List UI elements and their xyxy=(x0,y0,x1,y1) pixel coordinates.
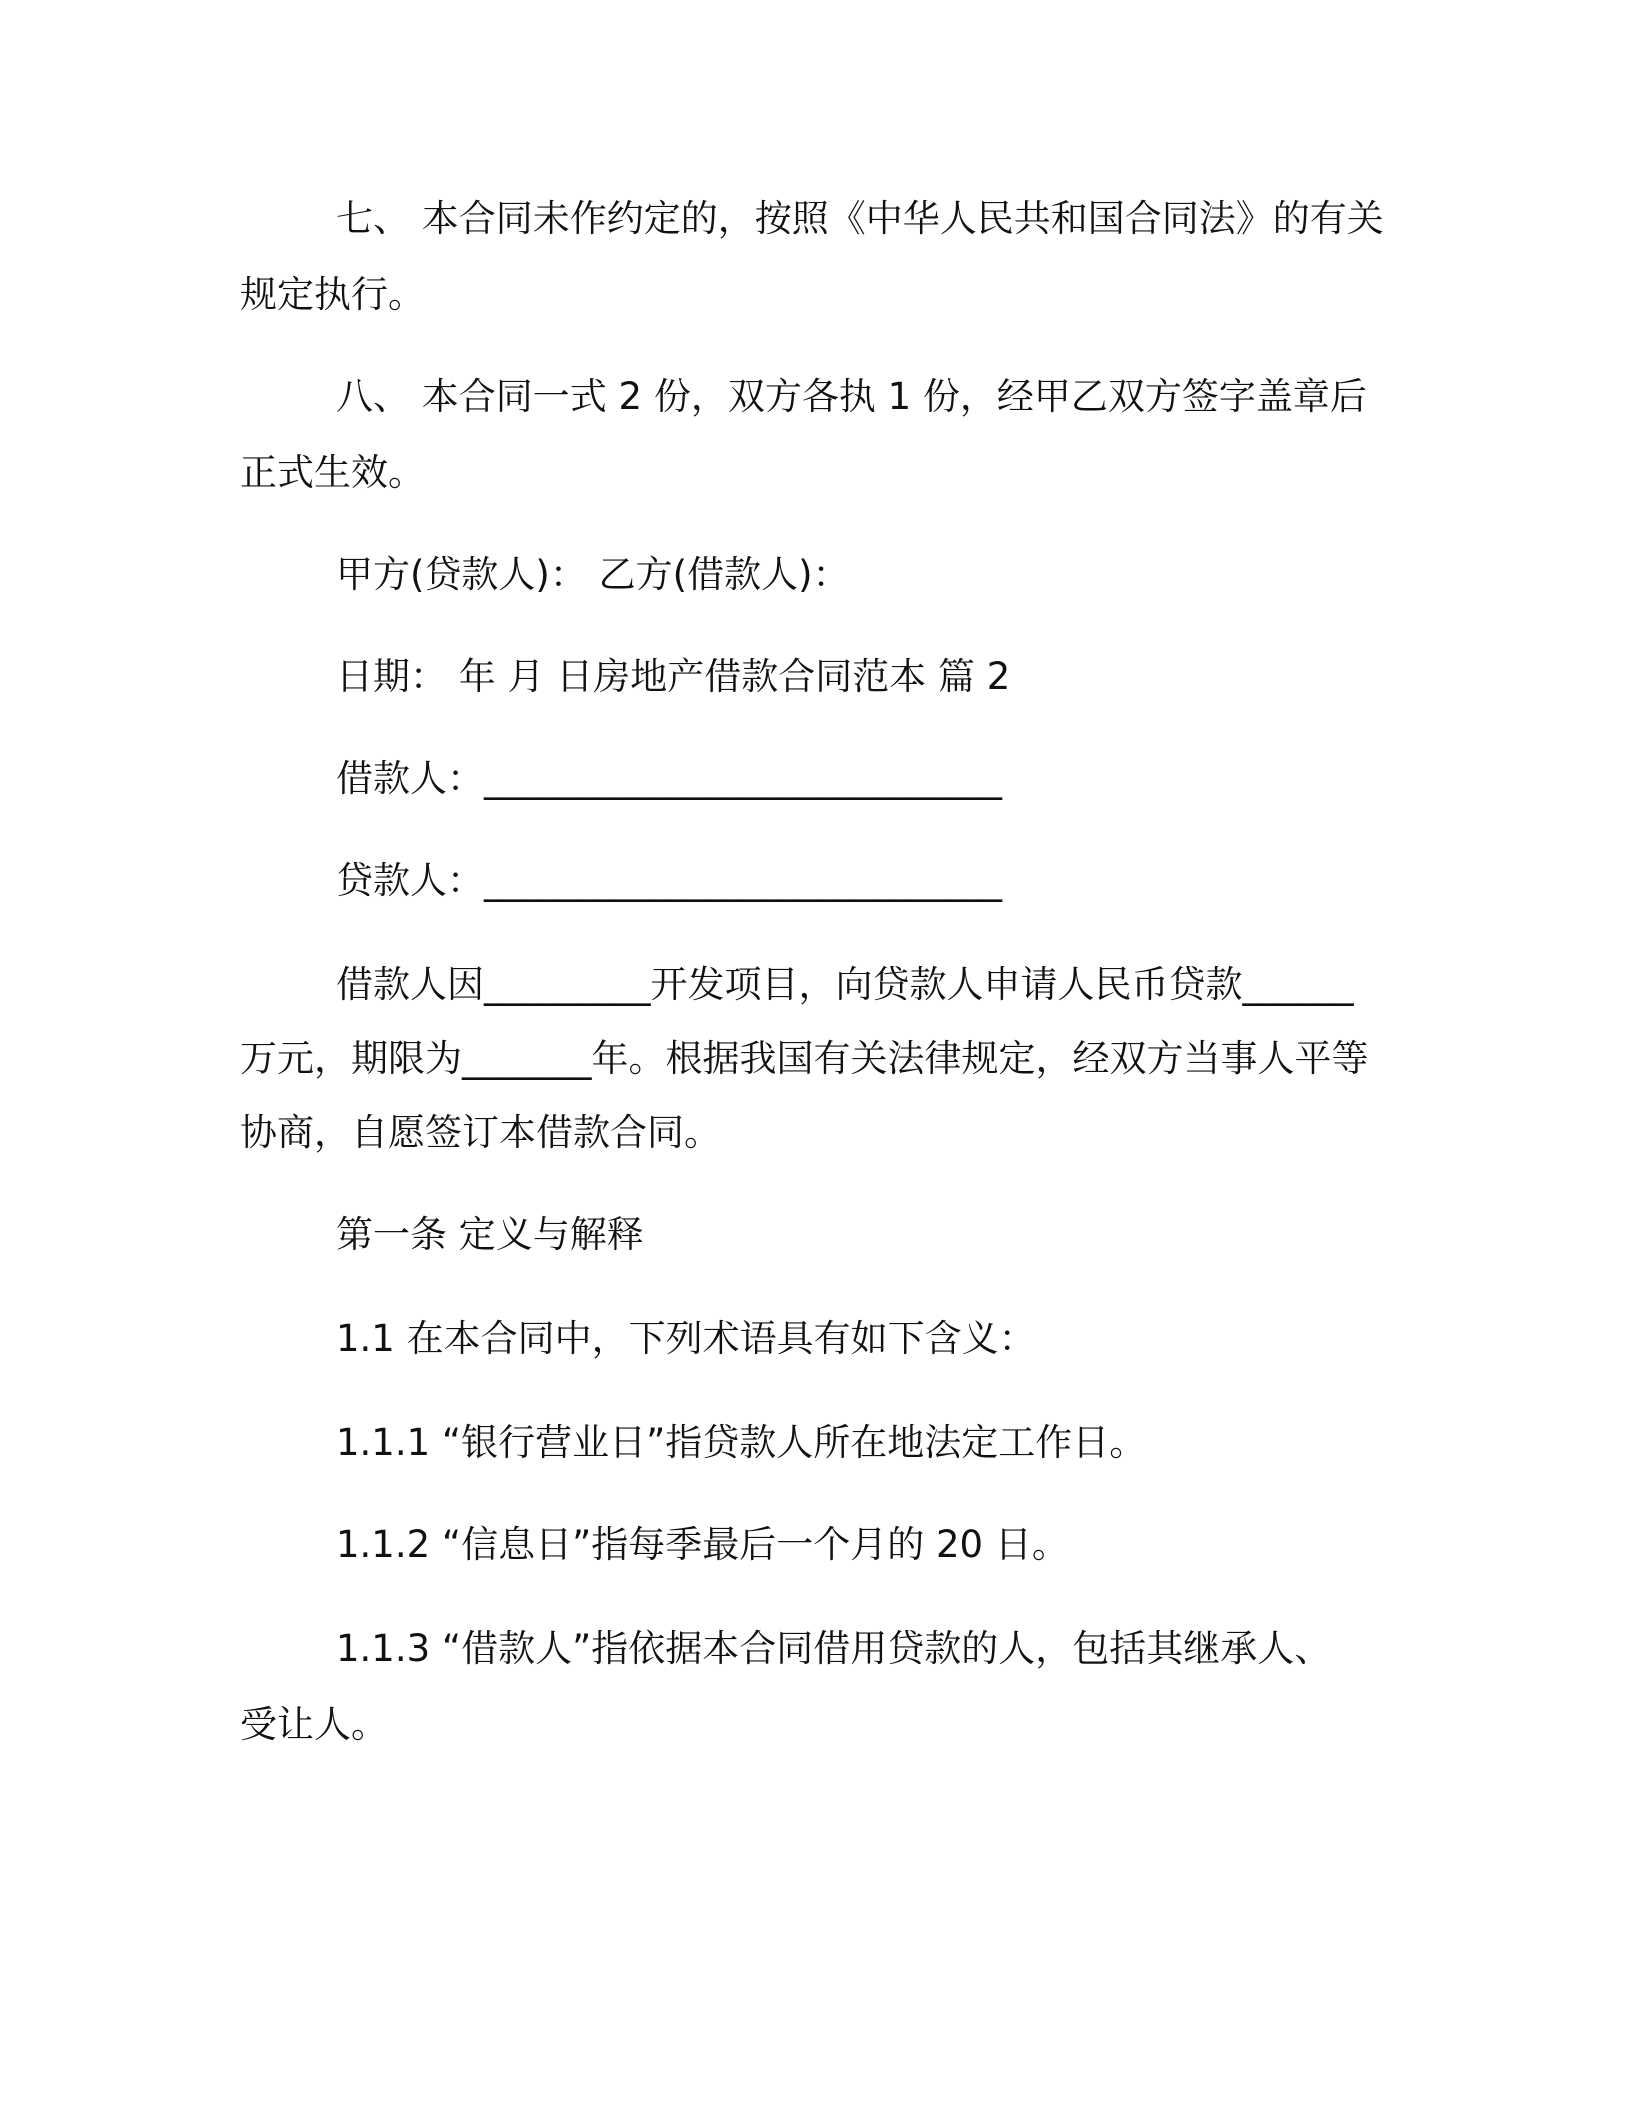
clause-1-1-1-line: 1.1.1 “银行营业日”指贷款人所在地法定工作日。 xyxy=(336,1421,1147,1464)
preamble-line-1: 借款人因_________开发项目，向贷款人申请人民币贷款______ xyxy=(336,963,1354,1006)
clause-1-1-2-line: 1.1.2 “信息日”指每季最后一个月的 20 日。 xyxy=(336,1523,1069,1566)
borrower-blank-line: 借款人：____________________________ xyxy=(336,757,1002,800)
clause-1-1-3-line-2: 受让人。 xyxy=(240,1703,388,1746)
preamble-line-3: 协商，自愿签订本借款合同。 xyxy=(240,1111,721,1154)
article-one-heading: 第一条 定义与解释 xyxy=(336,1213,644,1256)
clause-1-1-3-line-1: 1.1.3 “借款人”指依据本合同借用贷款的人，包括其继承人、 xyxy=(336,1627,1332,1670)
lender-blank-line: 贷款人：____________________________ xyxy=(336,859,1002,902)
signature-parties-line: 甲方(贷款人)： 乙方(借款人)： xyxy=(336,553,850,596)
clause-eight-line-2: 正式生效。 xyxy=(240,451,425,494)
clause-1-1-line: 1.1 在本合同中，下列术语具有如下含义： xyxy=(336,1317,1036,1360)
clause-seven-line-1: 七、 本合同未作约定的，按照《中华人民共和国合同法》的有关 xyxy=(336,197,1384,240)
date-and-title-line: 日期： 年 月 日房地产借款合同范本 篇 2 xyxy=(336,655,1011,698)
clause-eight-line-1: 八、 本合同一式 2 份，双方各执 1 份，经甲乙双方签字盖章后 xyxy=(336,375,1367,418)
preamble-line-2: 万元，期限为_______年。根据我国有关法律规定，经双方当事人平等 xyxy=(240,1037,1369,1080)
clause-seven-line-2: 规定执行。 xyxy=(240,273,425,316)
